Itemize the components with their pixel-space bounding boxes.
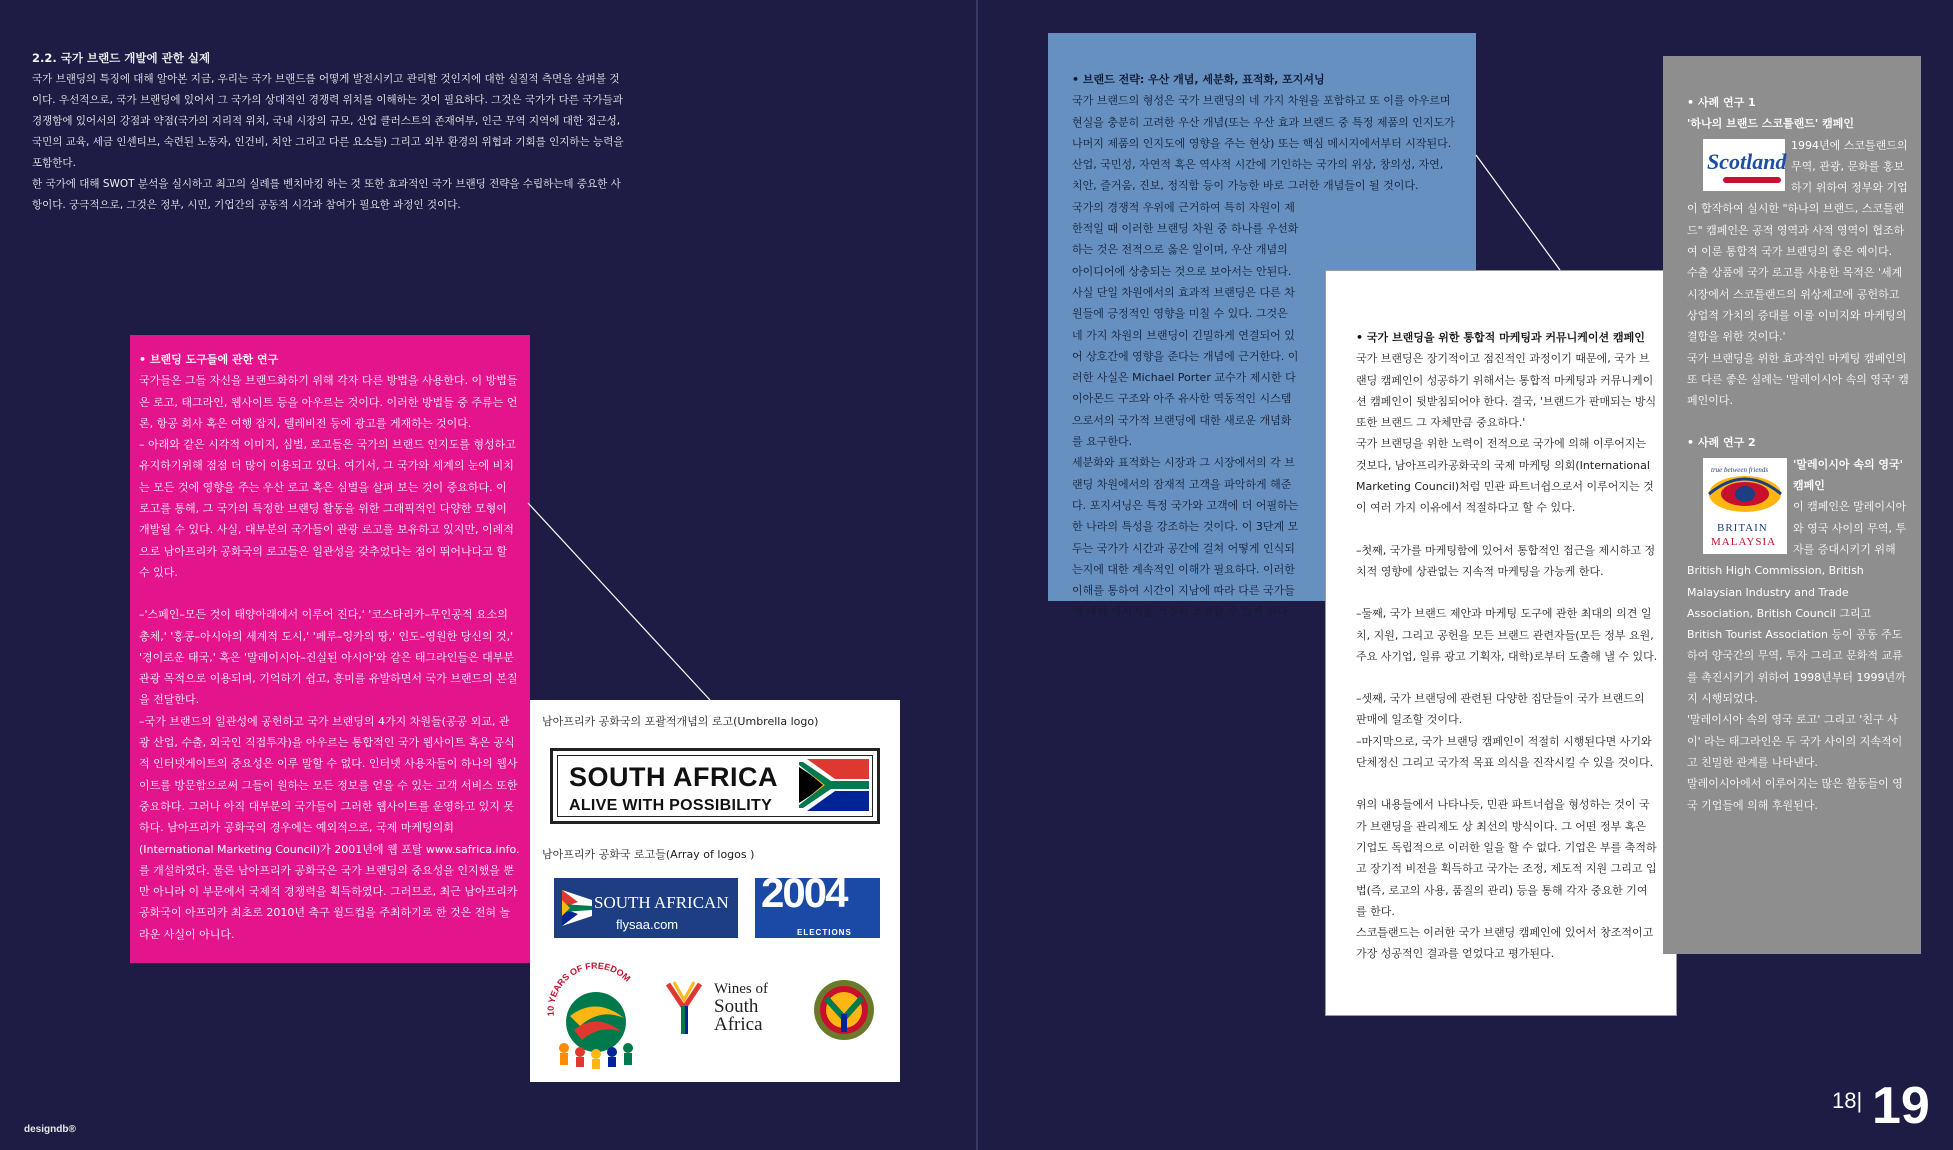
scotland-logo [1703,139,1785,191]
case-study-2-text-2: '말레이시아 속의 영국 로고' 그리고 '친구 사이' 라는 태그라인은 두 국가 사이의 지속적이고 친밀한 관계를 나타낸다. [1687,713,1903,769]
brand-strategy-p1: 국가 브랜드의 형성은 국가 브랜딩의 네 가지 차원을 포함하고 또 이를 아우르며 현실을 충분히 고려한 우산 개념(또는 우산 효과 브랜드 중 특정 제품의 인지도가 나머지 제품의 인지도에 영향을 주는 현상) 또는 핵심 메시지에서부터 시작된다. 산업, 국민성, 자연적 혹은 역사적 시간에 기인하는 국가의 위상, 창의성, 자연, 치안, 즐거움, 진보, 정직함 등이 가능한 바로 그러한 개념들이 될 것이다. [1072,94,1455,193]
wines-line-1: Wines of [714,981,768,997]
integrated-campaign-p4: –둘째, 국가 브랜드 제안과 마케팅 도구에 관한 최대의 의견 일치, 지원, 그리고 공헌을 모든 브랜드 관련자들(모든 정부 요원, 주요 사기업, 일류 광고 기획자, 대학)로부터 도출해 낼 수 있다. [1356,607,1658,663]
intro-heading: 2.2. 국가 브랜드 개발에 관한 실제 [32,51,211,65]
case-study-2-text: 이 캠페인은 말레이시아와 영국 사이의 무역, 투자를 증대시키기 위해 British High Commission, British Malaysian Industry and Trade Association, British Council 그리고 British Tourist Association 등이 공동 주도하여 양국간의 무역, 투자 그리고 문화적 교류 를 촉진시키기 위하여 1998년부터 1999년까지 시행되었다. [1687,500,1907,706]
branding-tools-box [130,335,530,963]
publisher-brand: designdb® [24,1124,76,1135]
integrated-campaign-box [1325,270,1677,1016]
case-study-2-heading: • 사례 연구 2 [1687,436,1756,450]
btm-logo-top: true between friends [1711,465,1769,474]
case-study-1-text-2: 수출 상품에 국가 로고를 사용한 목적은 '세계시장에서 스코틀랜드의 위상제고에 공헌하고 상업적 가치의 증대를 이룰 이미지와 마케팅의 결합을 위한 것이다.' [1687,266,1907,344]
elections-year: 2004 [761,869,847,916]
brand-strategy-p3: 세분화와 표적화는 시장과 그 시장에서의 각 브랜딩 차원에서의 잠재적 고객을 파악하게 해준다. 포지셔닝은 특정 국가와 고객에 더 어필하는 한 나라의 특성을 강조하는 것이다. 이 3단계 모두는 국가가 시간과 공간에 걸쳐 어떻게 인식되는지에 대한 계속적인 이해가 필요하다. 이러한 이해를 통하여 시간이 지남에 따라 다른 국가들에 대한 메시지를 적절히 조절할 수 있게 된다. [1072,456,1299,619]
case-study-1-title: '하나의 브랜드 스코틀랜드' 캠페인 [1687,117,1854,131]
integrated-campaign-p7: 위의 내용들에서 나타나듯, 민관 파트너쉽을 형성하는 것이 국가 브랜딩을 관리제도 상 최선의 방식이다. 그 어떤 정부 혹은 기업도 독립적으로 이러한 일을 할 수 없다. 기업은 부를 축적하고 장기적 비전을 획득하고 국가는 조정, 제도적 지원 그리고 입법(즉, 로고의 사용, 품질의 관리) 등을 통해 각자 중요한 기여를 한다. [1356,798,1657,918]
national-crest-icon [812,978,876,1042]
brand-strategy-p2: 국가의 경쟁적 우위에 근거하여 특히 자원이 제한적일 때 이러한 브랜딩 차원 중 하나를 우선화하는 것은 전적으로 옳은 일이며, 우산 개념의 아이디어에 상충되는 것으로 보아서는 안된다. 사실 단일 차원에서의 효과적 브랜딩은 다른 차원들에 긍정적인 영향을 미칠 수 있다. 그것은 네 가지 차원의 브랜딩이 긴밀하게 연결되어 있어 상호간에 영향을 준다는 개념에 근거한다. 이러한 사실은 Michael Porter 교수가 제시한 다이아몬드 구조와 아주 유사한 역동적인 시스템으로서의 국가적 브랜딩에 대한 새로운 개념화를 요구한다. [1072,200,1299,449]
intro-paragraph-2: 한 국가에 대해 SWOT 분석을 실시하고 최고의 실례를 벤치마킹 하는 것 또한 효과적인 국가 브랜딩 전략을 수립하는데 중요한 사항이다. 궁극적으로, 그것은 정부, 시민, 기업간의 공동적 시각과 참여가 필요한 과정인 것이다. [32,178,621,211]
south-africa-logo-title: SOUTH AFRICA [569,762,778,792]
case-study-2-text-3: 말레이시아에서 이루어지는 많은 활동들이 영국 기업들에 의해 후원된다. [1687,777,1903,812]
page-number-right: 19 [1872,1077,1930,1135]
south-african-airways-logo [554,878,738,938]
wines-line-2: South [714,996,759,1017]
array-logos-caption: 남아프리카 공화국 로고들(Array of logos ) [542,848,755,861]
integrated-campaign-p1: 국가 브랜딩은 장기적이고 점진적인 과정이기 때문에, 국가 브랜딩 캠페인이 성공하기 위해서는 통합적 마케팅과 커뮤니케이션 캠페인이 뒷받침되어야 한다. 결국, '브랜드가 판매되는 방식 또한 브랜드 그 자체만큼 중요하다.' [1356,352,1657,430]
branding-tools-p4: –국가 브랜드의 일관성에 공헌하고 국가 브랜딩의 4가지 차원들(공공 외교, 관광 산업, 수출, 외국인 직접투자)을 아우르는 통합적인 국가 웹사이트 혹은 공식적 인터넷게이트의 중요성은 이루 말할 수 없다. 인터넷 사용자들이 하나의 웹사이트를 방문함으로써 그들이 원하는 모든 정보를 얻을 수 있는 고객 서비스 또한 중요하다. 그러나 아직 대부분의 국가들이 그러한 웹사이트를 운영하고 있지 못하다. 남아프리카 공화국의 경우에는 예외적으로, 국제 마케팅의회 (International Marketing Council)가 2001년에 웹 포탈 www.safrica.info.를 개설하였다. 물론 남아프리카 공화국은 국가 브랜딩의 중요성을 인지했을 뿐만 아니라 이 부문에서 국제적 경쟁력을 획득하였다. 그러므로, 최근 남아프리카 공화국이 아프리카 최초로 2010년 축구 월드컵을 주최하기로 한 것은 전혀 놀라운 사실이 아니다. [139,714,520,941]
saa-name: SOUTH AFRICAN [594,893,729,912]
page-number-left: 18| [1832,1088,1863,1113]
freedom-text: 10 YEARS OF FREEDOM [545,960,633,1017]
case-study-1-heading: • 사례 연구 1 [1687,96,1756,109]
integrated-campaign-p2: 국가 브랜딩을 위한 노력이 전적으로 국가에 의해 이루어지는 것보다, 남아프리카공화국의 국제 마케팅 의회(International Marketing Council)처럼 민관 파트너쉽으로서 이루어지는 것이 여러 가지 이유에서 적절하다고 할 수 있다. [1356,437,1654,515]
page-gutter [976,0,978,1150]
integrated-campaign-p5: –셋째, 국가 브랜딩에 관련된 다양한 집단들이 국가 브랜드의 판매에 일조할 것이다. [1356,692,1645,727]
integrated-campaign-p6: –마지막으로, 국가 브랜딩 캠페인이 적절히 시행된다면 사기와 단체정신 그리고 국가적 목표 의식을 진작시킬 수 있을 것이다. [1356,734,1654,770]
branding-tools-heading: • 브랜딩 도구들에 관한 연구 [139,353,279,366]
case-studies-box [1663,56,1921,954]
case-study-1-text: 1994년에 스코틀랜드의 무역, 관광, 문화를 홍보하기 위하여 정부와 기업이 합작하여 실시한 "하나의 브랜드, 스코틀랜드" 캠페인은 공적 영역과 사적 영역이 협조하여 이룬 통합적 국가 브랜딩의 좋은 예이다. [1687,138,1908,259]
blue-to-white-connector [1476,155,1560,270]
branding-tools-p3: –'스페인–모든 것이 태양아래에서 이루어 진다,' '코스타리카–무인공적 요소의 총체,' '홍콩–아시아의 세계적 도시,' '페루–잉카의 땅,' 인도–영원한 당신의 것,' '경이로운 태국,' 혹은 '말레이시아–진실된 아시아'와 같은 태그라인들은 대부분 관광 목적으로 이용되며, 기억하기 쉽고, 흥미를 유발하면서 국가 브랜드의 본질을 전달한다. [139,608,518,707]
britain-malaysia-emblem-icon [1703,468,1787,518]
pink-to-logos-connector [528,503,710,700]
airline-tail-icon [560,886,594,930]
south-africa-umbrella-logo [550,748,880,824]
branding-tools-p2: – 아래와 같은 시각적 이미지, 심벌, 로고들은 국가의 브랜드 인지도를 형성하고 유지하기위해 점점 더 많이 이용되고 있다. 여기서, 그 국가와 세계의 눈에 비치는 모든 것에 영향을 주는 우산 로고 혹은 심벌을 살펴 보는 것이 중요하다. 이 로고를 통해, 그 국가의 특정한 브랜딩 활동을 위한 그래픽적인 다양한 모형이 개발될 수 있다. 사실, 대부분의 국가들이 관광 로고를 보유하고 있지만, 이례적으로 남아프리카 공화국의 로고들은 일관성을 갖추었다는 점이 뛰어나다고 할 수 있다. [139,438,516,579]
scotland-logo-text: Scotland [1707,148,1787,174]
intro-section [32,48,628,216]
brand-strategy-heading: • 브랜드 전략: 우산 개념, 세분화, 표적화, 포지셔닝 [1072,73,1325,86]
umbrella-logo-caption: 남아프리카 공화국의 포괄적개념의 로고(Umbrella logo) [542,715,819,728]
wines-line-3: Africa [714,1014,763,1035]
wine-figure-icon [662,978,712,1038]
integrated-campaign-p8: 스코틀랜드는 이러한 국가 브랜딩 캠페인에 있어서 창조적이고 가장 성공적인 결과를 얻었다고 평가된다. [1356,926,1654,961]
logos-box [530,700,900,1082]
wines-logo-text [714,980,768,1034]
britain-malaysia-logo [1703,458,1787,554]
integrated-campaign-p3: –첫째, 국가를 마케팅함에 있어서 통합적인 접근을 제시하고 정치적 영향에 상관없는 지속적 마케팅을 가능케 한다. [1356,543,1656,578]
integrated-campaign-heading: • 국가 브랜딩을 위한 통합적 마케팅과 커뮤니케이션 캠페인 [1356,331,1645,344]
elections-label: ELECTIONS [797,928,852,937]
btm-logo-line-2: MALAYSIA [1711,535,1777,548]
branding-tools-p1: 국가들은 그들 자신을 브랜드화하기 위해 각자 다른 방법을 사용한다. 이 방법들은 로고, 태그라인, 웹사이트 등을 아우르는 것이다. 이러한 방법들 중 주류는 언론, 항공 회사 혹은 여행 잡지, 텔레비전 등에 광고를 게재하는 것이다. [139,374,518,430]
btm-logo-line-1: BRITAIN [1717,521,1768,534]
intro-paragraph-1: 국가 브랜딩의 특징에 대해 알아본 지금, 우리는 국가 브랜드를 어떻게 발전시키고 관리할 것인지에 대한 실질적 측면을 살펴볼 것이다. 우선적으로, 국가 브랜딩에 있어서 그 국가의 상대적인 경쟁력 위치를 이해하는 것이 필요하다. 그것은 국가가 다른 국가들과 경쟁함에 있어서의 강점과 약점(국가의 지리적 위치, 국내 시장의 규모, 산업 클러스트의 존재여부, 인근 무역 지역에 대한 접근성, 국민의 교육, 세금 인센티브, 숙련된 노동자, 인건비, 치안 그리고 다른 요소들) 그리고 외부 환경의 위협과 기회를 인지하는 능력을 포함한다. [32,73,624,169]
elections-2004-logo [755,869,880,938]
wines-of-south-africa-logo [662,970,782,1050]
ten-years-freedom-logo [540,956,650,1071]
saa-url: flysaa.com [616,917,679,932]
case-study-1-text-3: 국가 브랜딩을 위한 효과적인 마케팅 캠페인의 또 다른 좋은 실례는 '말레이시아 속의 영국' 캠페인이다. [1687,351,1909,408]
case-study-2-title: '말레이시아 속의 영국' 캠페인 [1793,457,1904,493]
south-africa-flag-icon [799,759,869,811]
south-africa-logo-tagline: ALIVE WITH POSSIBILITY [569,797,773,814]
